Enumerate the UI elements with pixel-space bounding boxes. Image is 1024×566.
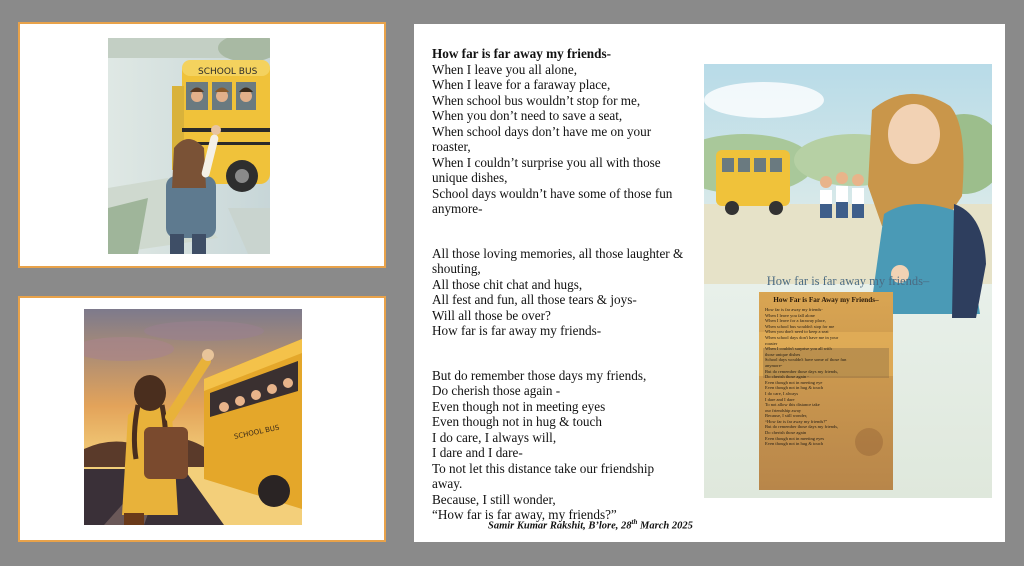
poster-line: To not allow this distance take (765, 402, 820, 408)
poem-line: away. (432, 476, 463, 491)
poster-line: Because, I still wonder, (765, 413, 808, 419)
poster-line: “How far is far away my friends?” (765, 418, 828, 424)
poster-line: But do remember those days my friends, (765, 368, 839, 374)
poem-line: How far is far away my friends- (432, 323, 602, 338)
illustration-card-1 (18, 22, 386, 268)
signature-ordinal: th (631, 518, 638, 526)
poem-line: All those loving memories, all those laughter & (432, 245, 684, 261)
poster-line: When school days don't have me in your (765, 334, 839, 340)
poster-line: How far is far away my friends- (765, 307, 823, 312)
poster-line: Do cherish those again (765, 430, 807, 436)
poem-line: When school bus wouldn’t stop for me, (432, 92, 641, 108)
poem-line: When you don’t need to save a seat, (432, 108, 623, 123)
poem-line: School days wouldn’t have some of those fun (432, 185, 673, 201)
bus-sign: SCHOOL BUS (198, 67, 258, 77)
poem-line: All fest and fun, all those tears & joys- (432, 292, 637, 307)
poem-text (432, 46, 702, 523)
poem-line: unique dishes, (432, 170, 508, 185)
poster-poem-box (759, 292, 893, 490)
poem-line: “How far is far away, my friends?” (432, 507, 617, 522)
poem-line: I dare and I dare- (432, 445, 523, 460)
bus-farewell-illustration (108, 38, 270, 254)
poem-poster (704, 64, 992, 498)
illustration-card-2 (18, 296, 386, 542)
poster-line: those unique dishes (765, 351, 801, 357)
poster-line: When I leave you fall alone (765, 312, 815, 318)
poem-line: But do remember those days my friends, (432, 367, 647, 383)
poster-line: I dare and I dare (765, 396, 795, 402)
poster-box-title: How Far is Far Away my Friends– (773, 296, 879, 304)
poster-line: Do cherish those again - (765, 374, 809, 380)
poem-line: Even though not in hug & touch (432, 414, 602, 429)
poster-line: Even though not in hug & touch (765, 385, 823, 391)
poem-line: Because, I still wonder, (432, 491, 556, 507)
poem-line: When I leave you all alone, (432, 61, 577, 77)
poem-line: anymore- (432, 201, 483, 216)
poster-line: I do care, I always (765, 390, 799, 396)
poster-line: anymore- (765, 362, 783, 368)
stanza-gap (432, 339, 702, 368)
poster-title: How far is far away my friends– (766, 274, 930, 288)
poster-line: roaster (765, 340, 778, 346)
bus-sign: SCHOOL BUS (233, 423, 281, 441)
poster-line: But do remember those days my friends, (765, 424, 839, 430)
poster-line: Even though not in hug & touch (765, 441, 823, 447)
poem-line: When school days don’t have me on your (432, 123, 652, 139)
poem-page (414, 24, 1005, 542)
poem-line: All those chit chat and hugs, (432, 276, 583, 292)
poster-line: When I couldn't surprise you all with (765, 346, 832, 352)
poster-line: When school bus wouldn't stop for me (765, 323, 835, 329)
poster-poem-lines (765, 307, 846, 447)
poster-line: Even though not in meeting eye (765, 379, 823, 385)
poem-line: Do cherish those again - (432, 383, 561, 398)
sunset-bus-illustration (84, 309, 302, 525)
signature-date: March 2025 (637, 520, 693, 532)
poem-line: roaster, (432, 139, 471, 154)
signature (488, 518, 693, 532)
poster-line: Even though not in meeting eyes (765, 435, 825, 441)
poem-line: When I leave for a faraway place, (432, 77, 611, 92)
poem-line: When I couldn’t surprise you all with those (432, 154, 661, 170)
signature-text: Samir Kumar Rakshit, B’lore, 28 (488, 520, 632, 532)
poem-line: Even though not in meeting eyes (432, 398, 606, 414)
poem-line: Will all those be over? (432, 307, 551, 323)
stanza-gap (432, 217, 702, 246)
poster-line: When you don't need to keep a seat (765, 329, 829, 335)
poem-line: To not let this distance take our friendship (432, 460, 655, 476)
poem-line: shouting, (432, 261, 481, 276)
poster-line: our friendship away (765, 407, 801, 413)
poster-line: When I leave for a faraway place, (765, 318, 826, 324)
poster-line: School days wouldn't have some of those fun (765, 357, 847, 363)
poem-line: I do care, I always will, (432, 429, 557, 445)
poem-title: How far is far away my friends- (432, 46, 611, 61)
